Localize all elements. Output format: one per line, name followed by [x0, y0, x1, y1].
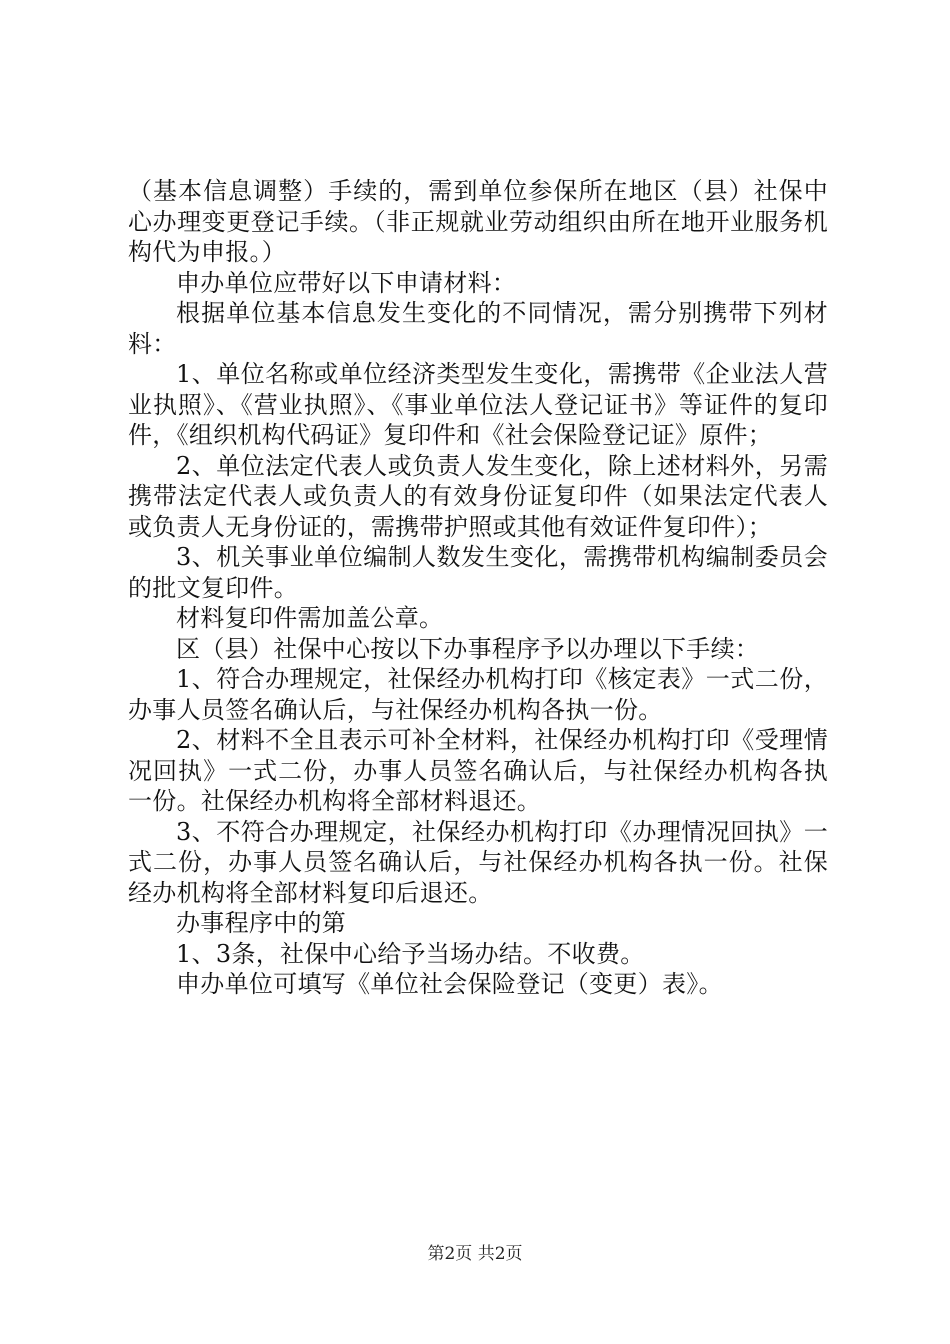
paragraph-material-item-2: 2、单位法定代表人或负责人发生变化，除上述材料外，另需携带法定代表人或负责人的有效身份证复印件（如果法定代表人或负责人无身份证的，需携带护照或其他有效证件复印件）；: [128, 451, 828, 541]
paragraph-procedure-item-2: 2、材料不全且表示可补全材料，社保经办机构打印《受理情况回执》一式二份，办事人员签名确认后，与社保经办机构各执一份。社保经办机构将全部材料退还。: [128, 726, 828, 815]
paragraph-procedure-note: 办事程序中的第: [176, 909, 347, 937]
paragraph-no-fee: 1、3条，社保中心给予当场办结。不收费。: [176, 939, 645, 968]
paragraph-procedure-item-1: 1、符合办理规定，社保经办机构打印《核定表》一式二份，办事人员签名确认后，与社保经办机构各执一份。: [128, 665, 828, 724]
paragraph-seal-note: 材料复印件需加盖公章。: [176, 604, 444, 632]
paragraph-continuation: （基本信息调整）手续的，需到单位参保所在地区（县）社保中心办理变更登记手续。（非正规就业劳动组织由所在地开业服务机构代为申报。）: [128, 177, 828, 266]
page-footer: 第2页 共2页: [427, 1244, 523, 1264]
paragraph-form-note: 申办单位可填写《单位社会保险登记（变更）表》。: [176, 970, 723, 998]
document-body: [128, 176, 828, 1000]
paragraph-materials-intro: 申办单位应带好以下申请材料：: [176, 268, 517, 297]
paragraph-procedure-item-3: 3、不符合办理规定，社保经办机构打印《办理情况回执》一式二份，办事人员签名确认后，与社保经办机构各执一份。社保经办机构将全部材料复印后退还。: [128, 817, 828, 907]
paragraph-material-item-3: 3、机关事业单位编制人数发生变化，需携带机构编制委员会的批文复印件。: [128, 543, 828, 602]
paragraph-procedure-intro: 区（县）社保中心按以下办事程序予以办理以下手续：: [176, 634, 760, 663]
paragraph-materials-conditions: 根据单位基本信息发生变化的不同情况，需分别携带下列材料：: [128, 299, 828, 358]
paragraph-material-item-1: 1、单位名称或单位经济类型发生变化，需携带《企业法人营业执照》、《营业执照》、《事业单位法人登记证书》等证件的复印件，《组织机构代码证》复印件和《社会保险登记证》原件；: [128, 360, 828, 449]
